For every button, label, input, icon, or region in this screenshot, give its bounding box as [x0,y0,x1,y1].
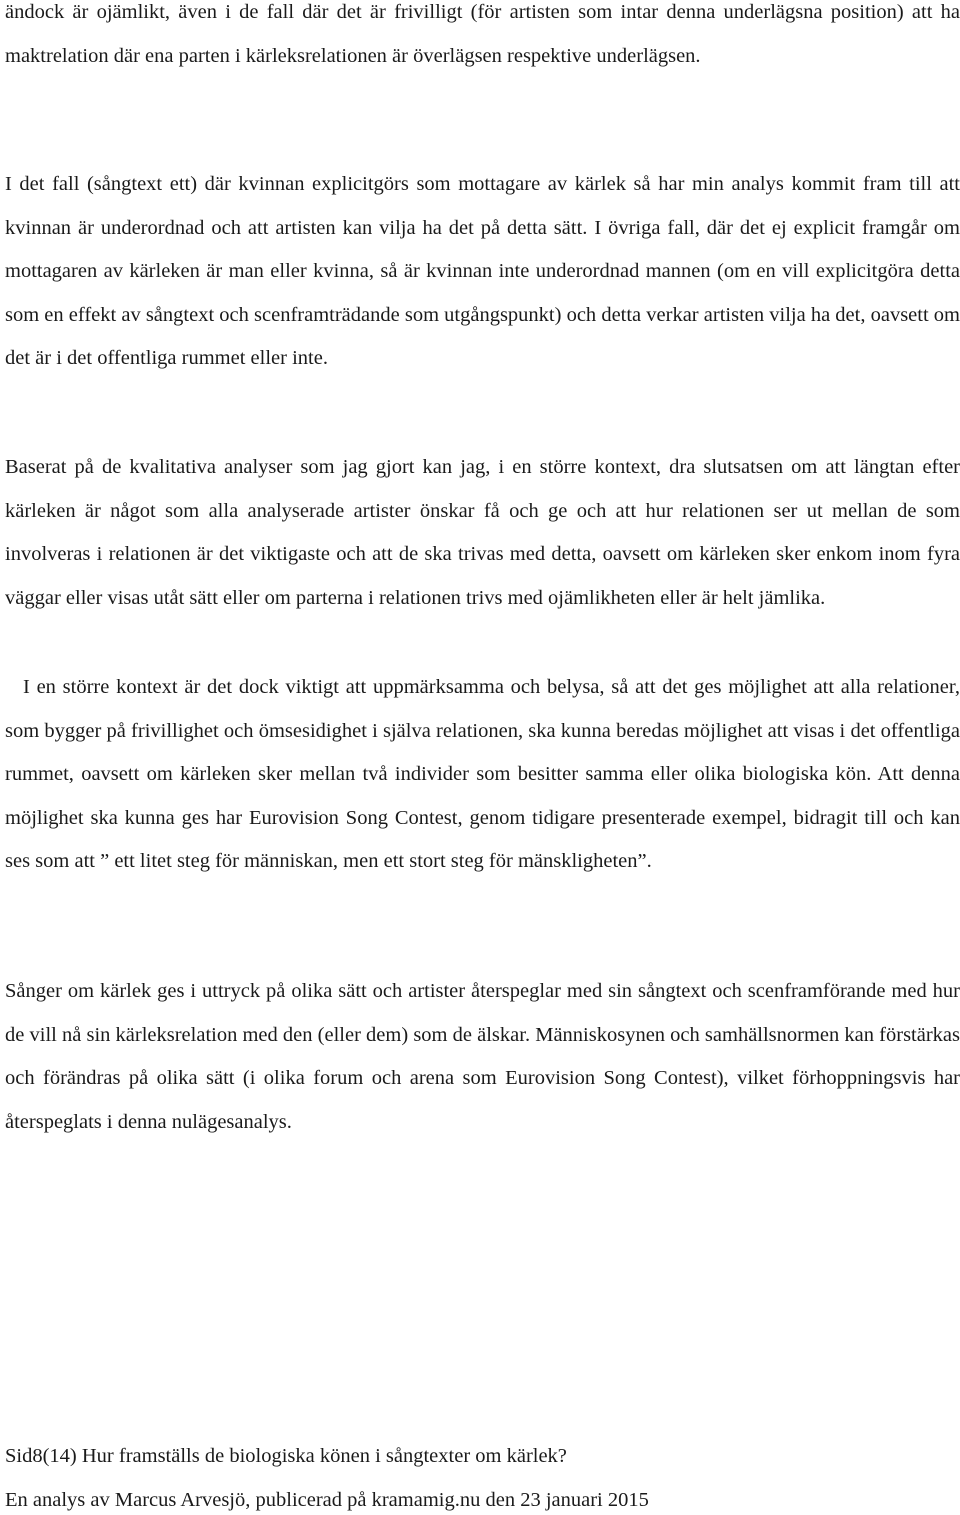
footer-title: Sid8(14) Hur framställs de biologiska könen i sångtexter om kärlek? [5,1445,567,1467]
paragraph-2: I det fall (sångtext ett) där kvinnan explicitgörs som mottagare av kärlek så har min analys kommit fram till att kvinnan är underordnad och att artisten kan vilja ha det på detta sätt. I övriga fall, där det ej explicit framgår om mottagaren av kärleken är man eller kvinna, så är kvinnan inte underordnad mannen (om en vill explicitgöra detta som en effekt av sångtext och scenframträdande som utgångspunkt) och detta verkar artisten vilja ha det, oavsett om det är i det offentliga rummet eller inte. [5,173,960,369]
paragraph-5: Sånger om kärlek ges i uttryck på olika sätt och artister återspeglar med sin sångtext och scenframförande med hur de vill nå sin kärleksrelation med den (eller dem) som de älskar. Människosynen och samhällsnormen kan förstärkas och förändras på olika sätt (i olika forum och arena som Eurovision Song Contest), vilket förhoppningsvis har återspeglats i denna nulägesanalys. [5,980,960,1133]
paragraph-4-text: I en större kontext är det dock viktigt att uppmärksamma och belysa, så att det ges möjlighet att alla relationer, som bygger på frivillighet och ömsesidighet i själva relationen, ska kunna beredas möjlighet att visas i det offentliga rummet, oavsett om kärleken sker mellan två individer som besitter samma eller olika biologiska kön. Att denna möjlighet ska kunna ges har Eurovision Song Contest, genom tidigare presenterade exempel, bidragit till och kan ses som att ” ett litet steg för människan, men ett stort steg för mänskligheten”. [5,676,960,872]
paragraph-1: ändock är ojämlikt, även i de fall där det är frivilligt (för artisten som intar denna underlägsna position) att ha maktrelation där ena parten i kärleksrelationen är överlägsen respektive underlägsen. [5,1,960,67]
paragraph-4 [5,666,960,884]
paragraph-3: Baserat på de kvalitativa analyser som jag gjort kan jag, i en större kontext, dra slutsatsen om att längtan efter kärleken är något som alla analyserade artister önskar få och ge och att hur relationen ser ut mellan de som involveras i relationen är det viktigaste och att de ska trivas med detta, oavsett om kärleken sker enkom inom fyra väggar eller visas utåt sätt eller om parterna i relationen trivs med ojämlikheten eller är helt jämlika. [5,456,960,609]
footer-byline: En analys av Marcus Arvesjö, publicerad på kramamig.nu den 23 januari 2015 [5,1489,649,1511]
